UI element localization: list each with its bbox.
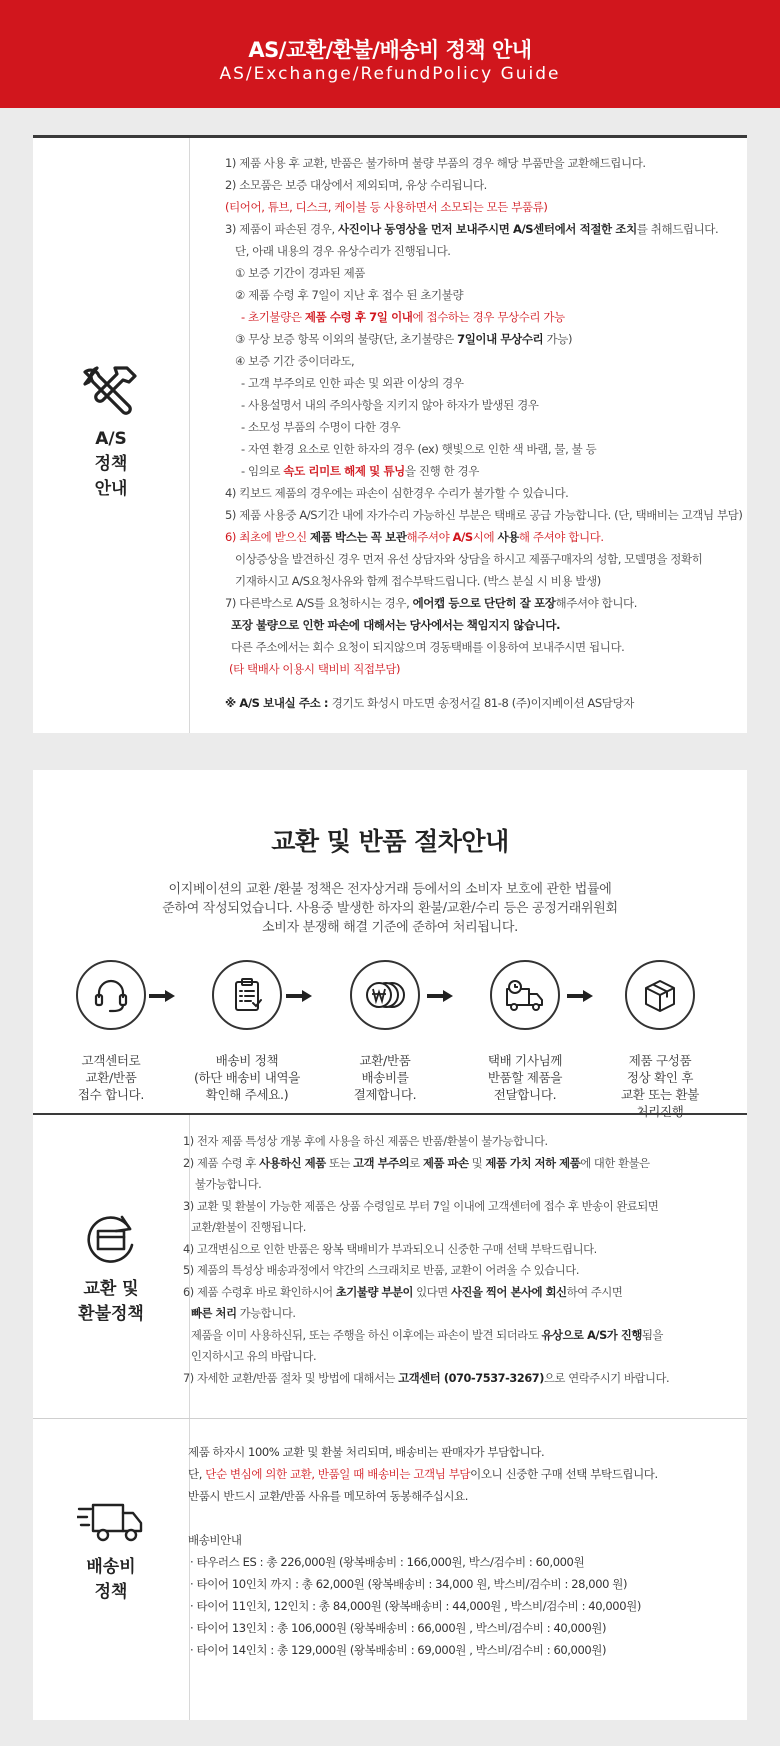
rule-line: [225, 460, 742, 482]
rule-line: - 사용설명서 내의 주의사항을 지키지 않아 하자가 발생된 경우: [241, 398, 539, 412]
wrench-screwdriver-icon: [83, 360, 141, 418]
rule-line: 2) 소모품은 보증 대상에서 제외되며, 유상 수리됩니다.: [225, 178, 487, 192]
rule-segment: 속도 리미트 해제 및 튜닝: [283, 464, 405, 478]
fast-truck-icon: [77, 1499, 143, 1545]
rule-line: 제품 하자시 100% 교환 및 환불 처리되며, 배송비는 판매자가 부담합니다.: [188, 1445, 545, 1459]
rule-line: (티어어, 튜브, 디스크, 케이블 등 사용하면서 소모되는 모든 부품류): [225, 200, 548, 214]
rule-segment: 해 주셔야 합니다.: [518, 530, 604, 544]
rule-line: [225, 328, 742, 350]
rule-line: 1) 전자 제품 특성상 개봉 후에 사용을 하신 제품은 반품/환불이 불가능합니다.: [183, 1135, 548, 1148]
rule-segment: 제품 박스는 꼭 보관: [310, 530, 407, 544]
page-title: AS/교환/환불/배송비 정책 안내: [248, 38, 532, 62]
step-label: 배송비 정책 (하단 배송비 내역을 확인해 주세요.): [193, 1053, 301, 1102]
rule-line: [225, 218, 742, 240]
exchange-card: [33, 770, 747, 1720]
rule-line: 단, 아래 내용의 경우 유상수리가 진행됩니다.: [235, 244, 451, 258]
process-step-3: [330, 960, 440, 1103]
rule-segment: 사용: [497, 530, 519, 544]
step-label: 교환/반품 배송비를 결제합니다.: [353, 1053, 417, 1102]
rule-segment: A/S: [452, 530, 473, 544]
rule-segment: 있다면: [413, 1285, 451, 1299]
rule-line: 4) 킥보드 제품의 경우에는 파손이 심한경우 수리가 불가할 수 있습니다.: [225, 486, 569, 500]
rule-segment: 를 취해드립니다.: [636, 222, 719, 236]
rule-line: ④ 보증 기간 중이더라도,: [235, 354, 355, 368]
shipping-rules-list: [188, 1441, 658, 1661]
page-header: [0, 0, 780, 108]
rule-segment: 하여 주시면: [566, 1285, 623, 1299]
rule-segment: 단,: [188, 1467, 206, 1481]
delivery-truck-icon: [490, 960, 560, 1030]
rule-segment: ③ 무상 보증 항목 이외의 불량(단, 초기불량은: [235, 332, 458, 346]
rule-line: - 소모성 부품의 수명이 다한 경우: [241, 420, 401, 434]
rule-line: [183, 1368, 669, 1390]
rule-segment: 에어캡 등으로 단단히 잘 포장: [412, 596, 556, 610]
rule-line: [183, 1282, 669, 1304]
rule-segment: 을 진행 한 경우: [404, 464, 479, 478]
shipping-side-column: [33, 1419, 190, 1720]
coins-icon: [350, 960, 420, 1030]
rule-line: [225, 306, 742, 328]
rule-line: 이상증상을 발견하신 경우 먼저 유선 상담자와 상담을 하시고 제품구매자의 성함, 모델명을 정확히: [235, 552, 703, 566]
rule-segment: 해주셔야 합니다.: [555, 596, 637, 610]
rule-segment: 고객 부주의: [353, 1156, 410, 1170]
step-label: 택배 기사님께 반품할 제품을 전달합니다.: [487, 1053, 563, 1102]
rule-segment: 사진이나 동영상을 먼저 보내주시면 A/S센터에서 적절한 조치: [337, 222, 637, 236]
exchange-rules-list: [183, 1131, 669, 1389]
rule-line: 다른 주소에서는 회수 요청이 되지않으며 경동택배를 이용하여 보내주시면 됩니다.: [231, 640, 625, 654]
rule-segment: 유상으로 A/S가 진행: [541, 1328, 642, 1342]
rule-line: [225, 692, 742, 714]
step-label: 제품 구성품 정상 확인 후 교환 또는 환불 처리진행: [621, 1053, 699, 1119]
rule-segment: 이오니 신중한 구매 선택 부탁드립니다.: [470, 1467, 658, 1481]
rule-line: 1) 제품 사용 후 교환, 반품은 불가하며 불량 부품의 경우 해당 부품만을 교환해드립니다.: [225, 156, 646, 170]
rule-segment: 가능합니다.: [236, 1307, 296, 1320]
as-policy-card: [33, 135, 747, 733]
rule-segment: 2) 제품 수령 후: [183, 1156, 260, 1170]
rule-segment: 초기불량 부분이: [335, 1285, 414, 1299]
exchange-policy-section: [33, 1113, 747, 1418]
as-side-label: A/S 정책 안내: [94, 429, 128, 499]
rule-segment: 제품 파손: [423, 1156, 469, 1170]
fee-item: · 타이어 13인치 : 총 106,000원 (왕복배송비 : 66,000원 , 박스비/검수비 : 40,000원): [190, 1621, 607, 1635]
shipping-policy-section: [33, 1418, 747, 1720]
rule-line: - 고객 부주의로 인한 파손 및 외관 이상의 경우: [241, 376, 464, 390]
fee-title: 배송비안내: [188, 1533, 242, 1547]
rule-segment: 6) 최초에 받으신: [225, 530, 311, 544]
rule-segment: 됨을: [641, 1328, 663, 1342]
arrow-right-icon: [427, 990, 453, 1002]
fee-item: · 타이어 14인치 : 총 129,000원 (왕복배송비 : 69,000원 , 박스비/검수비 : 60,000원): [190, 1643, 607, 1657]
rule-line: ② 제품 수령 후 7일이 지난 후 접수 된 초기불량: [235, 288, 464, 302]
process-step-1: [56, 960, 166, 1103]
rule-line: 5) 제품의 특성상 배송과정에서 약간의 스크래치로 반품, 교환이 어려울 수 있습니다.: [183, 1264, 580, 1277]
fee-item: · 타이어 10인치 까지 : 총 62,000원 (왕복배송비 : 34,000 원, 박스비/검수비 : 28,000 원): [190, 1577, 628, 1591]
rule-line: 인지하시고 유의 바랍니다.: [191, 1350, 317, 1363]
rule-line: [188, 1463, 658, 1485]
rule-line: - 자연 환경 요소로 인한 하자의 경우 (ex) 햇빛으로 인한 색 바램, 물, 불 등: [241, 442, 597, 456]
rule-segment: 사용하신 제품: [259, 1156, 326, 1170]
rule-line: [183, 1325, 669, 1347]
rule-segment: 에 접수하는 경우 무상수리 가능: [412, 310, 565, 324]
rule-segment: ※ A/S 보내실 주소 :: [225, 696, 332, 710]
rule-segment: 3) 제품이 파손된 경우,: [225, 222, 338, 236]
rule-segment: 제품을 이미 사용하신뒤, 또는 주행을 하신 이후에는 파손이 발견 되더라도: [191, 1328, 542, 1342]
rule-line: [225, 526, 742, 548]
shipping-side-label: 배송비 정책: [86, 1557, 136, 1602]
rule-line: 3) 교환 및 환불이 가능한 제품은 상품 수령일로 부터 7일 이내에 고객센터에 접수 후 반송이 완료되면: [183, 1199, 659, 1213]
arrow-right-icon: [286, 990, 312, 1002]
rule-line: (타 택배사 이용시 택비비 직접부담): [229, 662, 401, 676]
rule-segment: 해주셔야: [406, 530, 453, 544]
rule-segment: 로: [409, 1156, 423, 1170]
rule-line: ① 보증 기간이 경과된 제품: [235, 266, 366, 280]
process-title: 교환 및 반품 절차안내: [271, 827, 509, 856]
arrow-right-icon: [149, 990, 175, 1002]
rule-segment: 6) 제품 수령후 바로 확인하시어: [183, 1285, 336, 1299]
rule-line: 불가능합니다.: [195, 1178, 262, 1191]
rule-segment: - 임의로: [241, 464, 284, 478]
rule-segment: 에 대한 환불은: [580, 1156, 650, 1170]
rule-line: [183, 1303, 669, 1325]
rule-segment: 7) 다른박스로 A/S를 요청하시는 경우,: [225, 596, 413, 610]
as-rules-list: [225, 152, 742, 714]
rule-segment: 으로 연락주시기 바랍니다.: [544, 1371, 670, 1385]
rule-segment: 빠른 처리: [191, 1307, 237, 1320]
process-step-5: [605, 960, 715, 1120]
rule-segment: 경기도 화성시 마도면 송정서길 81-8 (주)이지베이션 AS담당자: [331, 696, 634, 710]
page-subtitle: AS/Exchange/RefundPolicy Guide: [219, 64, 561, 84]
step-label: 고객센터로 교환/반품 접수 합니다.: [77, 1053, 145, 1102]
process-step-4: [470, 960, 580, 1103]
rule-line: 교환/환불이 진행됩니다.: [191, 1221, 306, 1234]
rule-segment: 고객센터 (070-7537-3267): [398, 1371, 545, 1385]
rule-segment: 또는: [325, 1156, 354, 1170]
clipboard-icon: [212, 960, 282, 1030]
rule-line: 기재하시고 A/S요청사유와 함께 접수부탁드립니다. (박스 분실 시 비용 발생): [235, 574, 601, 588]
process-step-2: [192, 960, 302, 1103]
rule-line: 4) 고객변심으로 인한 반품은 왕복 택배비가 부과되오니 신중한 구매 선택 부탁드립니다.: [183, 1242, 597, 1256]
return-box-icon: [82, 1209, 140, 1267]
rule-segment: 시에: [472, 530, 498, 544]
headset-icon: [76, 960, 146, 1030]
rule-segment: 사진을 찍어 본사에 회신: [450, 1285, 567, 1299]
rule-segment: - 초기불량은: [241, 310, 305, 324]
rule-line: [183, 1153, 669, 1175]
rule-line: 5) 제품 사용중 A/S기간 내에 자가수리 가능하신 부분은 택배로 공급 가능합니다. (단, 택배비는 고객님 부담): [225, 508, 743, 522]
rule-segment: 7) 자세한 교환/반품 절차 및 방법에 대해서는: [183, 1371, 399, 1385]
box-icon: [625, 960, 695, 1030]
exchange-side-label: 교환 및 환불정책: [78, 1279, 144, 1324]
exchange-side-column: [33, 1115, 190, 1418]
rule-segment: 단순 변심에 의한 교환, 반품일 때 배송비는 고객님 부담: [205, 1467, 471, 1481]
rule-segment: 7일이내 무상수리: [457, 332, 544, 346]
process-description: 이지베이션의 교환 /환불 정책은 전자상거래 등에서의 소비자 보호에 관한 법률에 준하여 작성되었습니다. 사용중 발생한 하자의 환불/교환/수리 등은 공정거래위원회 소비자 분쟁해 해결 기준에 준하여 처리됩니다.: [162, 882, 618, 935]
rule-segment: 가능): [543, 332, 573, 346]
arrow-right-icon: [567, 990, 593, 1002]
rule-line: 포장 불량으로 인한 파손에 대해서는 당사에서는 책임지지 않습니다.: [231, 618, 561, 632]
rule-line: 반품시 반드시 교환/반품 사유를 메모하여 동봉해주십시요.: [188, 1489, 469, 1503]
rule-line: [225, 592, 742, 614]
fee-item: · 타우러스 ES : 총 226,000원 (왕복배송비 : 166,000원, 박스/검수비 : 60,000원: [190, 1555, 585, 1569]
rule-segment: 제품 가치 저하 제품: [485, 1156, 581, 1170]
as-side-column: [33, 138, 190, 733]
rule-segment: 제품 수령 후 7일 이내: [304, 310, 413, 324]
fee-item: · 타이어 11인치, 12인치 : 총 84,000원 (왕복배송비 : 44,000원 , 박스비/검수비 : 40,000원): [190, 1599, 641, 1613]
rule-segment: 및: [468, 1156, 486, 1170]
